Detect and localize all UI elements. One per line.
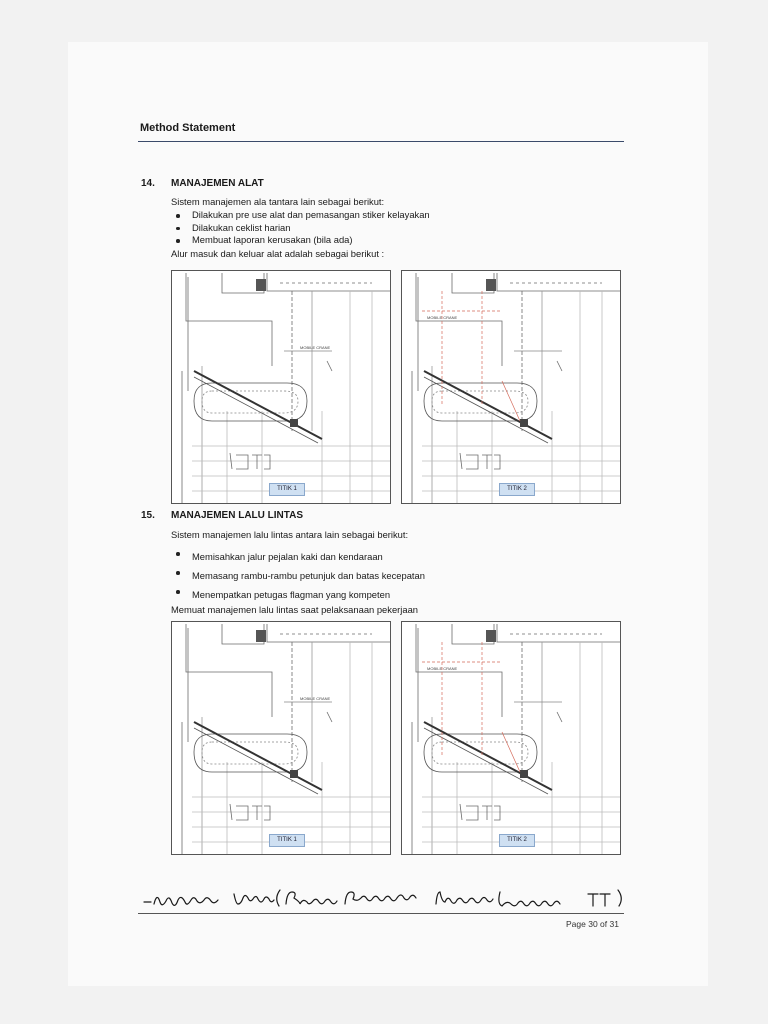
list-item: Dilakukan ceklist harian [171, 222, 430, 235]
section-15-intro: Sistem manajemen lalu lintas antara lain sebagai berikut: [171, 529, 409, 540]
figure-label: TITIK 1 [269, 483, 305, 496]
site-plan-drawing [402, 271, 620, 503]
site-plan-drawing [172, 271, 390, 503]
footer-divider [138, 913, 624, 914]
section-14-number: 14. [141, 178, 155, 189]
section-14-intro: Sistem manajemen ala tantara lain sebagai berikut: [171, 196, 385, 207]
list-item: Memisahkan jalur pejalan kaki dan kendaraan [171, 547, 425, 566]
crane-caption: MOBILE CRANE [427, 315, 458, 320]
list-item: Membuat laporan kerusakan (bila ada) [171, 234, 430, 247]
traffic-plan-figure-titik-2 [401, 621, 621, 855]
list-item: Menempatkan petugas flagman yang kompeten [171, 585, 425, 604]
section-14-title: MANAJEMEN ALAT [171, 178, 264, 189]
traffic-plan-drawing [172, 622, 390, 854]
section-15-title: MANAJEMEN LALU LINTAS [171, 510, 304, 521]
section-14-outro: Alur masuk dan keluar alat adalah sebagai berikut : [171, 248, 385, 259]
header-divider [138, 141, 624, 142]
section-15-bullet-list [171, 547, 425, 604]
handwritten-note-scribble [140, 882, 630, 916]
section-15-outro: Memuat manajemen lalu lintas saat pelaksanaan pekerjaan [171, 604, 419, 615]
crane-caption: MOBILE CRANE [427, 666, 458, 671]
crane-caption: MOBILE CRANE [300, 345, 331, 350]
list-item: Dilakukan pre use alat dan pemasangan stiker kelayakan [171, 209, 430, 222]
section-14-bullet-list [171, 209, 430, 247]
site-plan-figure-titik-2 [401, 270, 621, 504]
traffic-plan-drawing [402, 622, 620, 854]
site-plan-figure-titik-1 [171, 270, 391, 504]
section-15-number: 15. [141, 510, 155, 521]
traffic-plan-figure-titik-1 [171, 621, 391, 855]
page-number: Page 30 of 31 [566, 919, 619, 929]
figure-label: TITIK 2 [499, 483, 535, 496]
document-header-title: Method Statement [140, 122, 236, 134]
crane-caption: MOBILE CRANE [300, 696, 331, 701]
figure-label: TITIK 2 [499, 834, 535, 847]
list-item: Memasang rambu-rambu petunjuk dan batas kecepatan [171, 566, 425, 585]
figure-label: TITIK 1 [269, 834, 305, 847]
